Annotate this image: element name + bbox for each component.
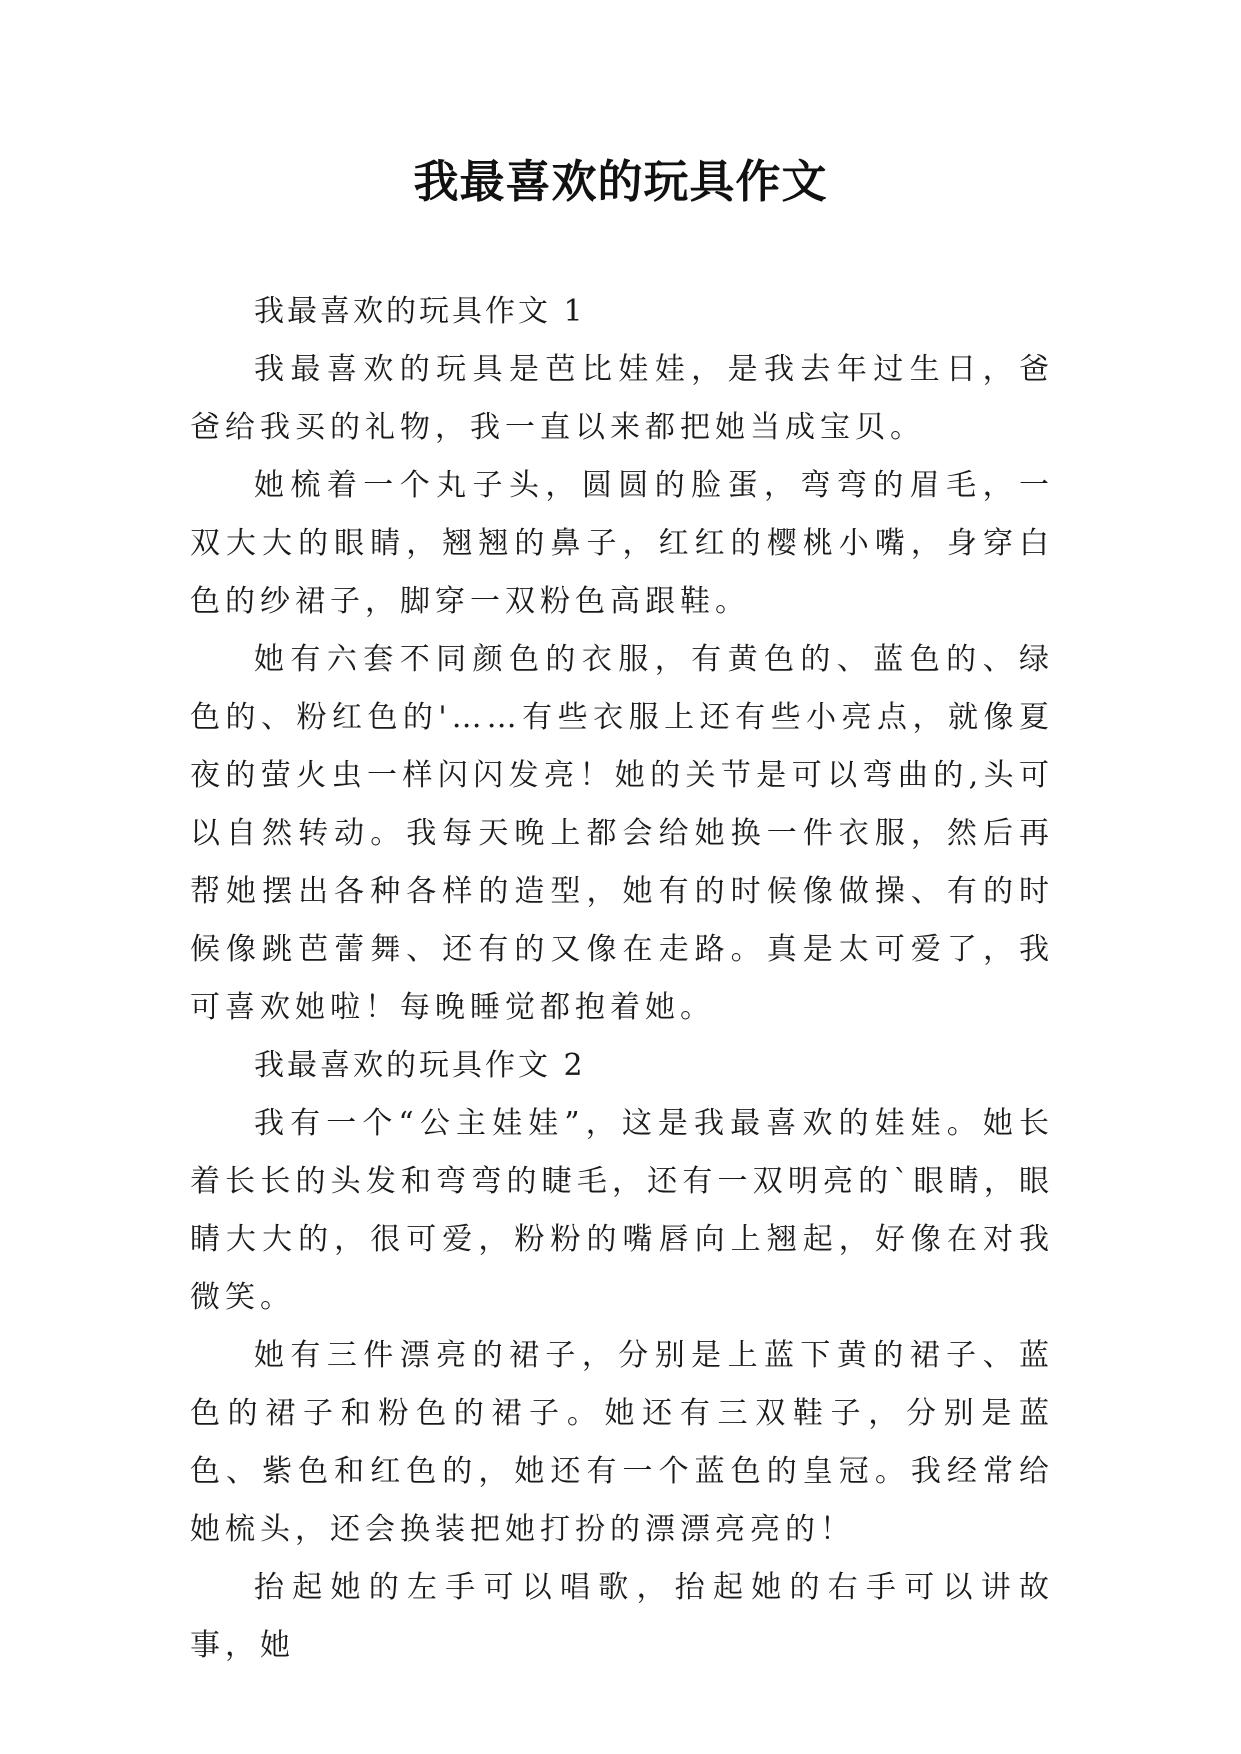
- paragraph-5: 她有三件漂亮的裙子，分别是上蓝下黄的裙子、蓝色的裙子和粉色的裙子。她还有三双鞋子，分别是蓝色、紫色和红色的，她还有一个蓝色的皇冠。我经常给她梳头，还会换装把她打扮的漂漂亮亮的！: [190, 1338, 1054, 1547]
- section-heading-1: 我最喜欢的玩具作文 1: [254, 294, 586, 329]
- paragraph-2: 她梳着一个丸子头，圆圆的脸蛋，弯弯的眉毛，一双大大的眼睛，翘翘的鼻子，红红的樱桃小嘴，身穿白色的纱裙子，脚穿一双粉色高跟鞋。: [190, 468, 1054, 619]
- document-body: [190, 283, 1054, 1675]
- paragraph-4: 我有一个“公主娃娃”，这是我最喜欢的娃娃。她长着长长的头发和弯弯的睫毛，还有一双明亮的`眼睛，眼睛大大的，很可爱，粉粉的嘴唇向上翘起，好像在对我微笑。: [190, 1106, 1054, 1315]
- paragraph-1: 我最喜欢的玩具是芭比娃娃，是我去年过生日，爸爸给我买的礼物，我一直以来都把她当成宝贝。: [190, 352, 1054, 445]
- document-title: 我最喜欢的玩具作文: [413, 155, 828, 208]
- section-heading-2: 我最喜欢的玩具作文 2: [254, 1048, 586, 1083]
- paragraph-3: 她有六套不同颜色的衣服，有黄色的、蓝色的、绿色的、粉红色的'……有些衣服上还有些小亮点，就像夏夜的萤火虫一样闪闪发亮！她的关节是可以弯曲的,头可以自然转动。我每天晚上都会给她换一件衣服，然后再帮她摆出各种各样的造型，她有的时候像做操、有的时候像跳芭蕾舞、还有的又像在走路。真是太可爱了，我可喜欢她啦！每晚睡觉都抱着她。: [190, 642, 1054, 1025]
- paragraph-6: 抬起她的左手可以唱歌，抬起她的右手可以讲故事，她: [190, 1570, 1054, 1663]
